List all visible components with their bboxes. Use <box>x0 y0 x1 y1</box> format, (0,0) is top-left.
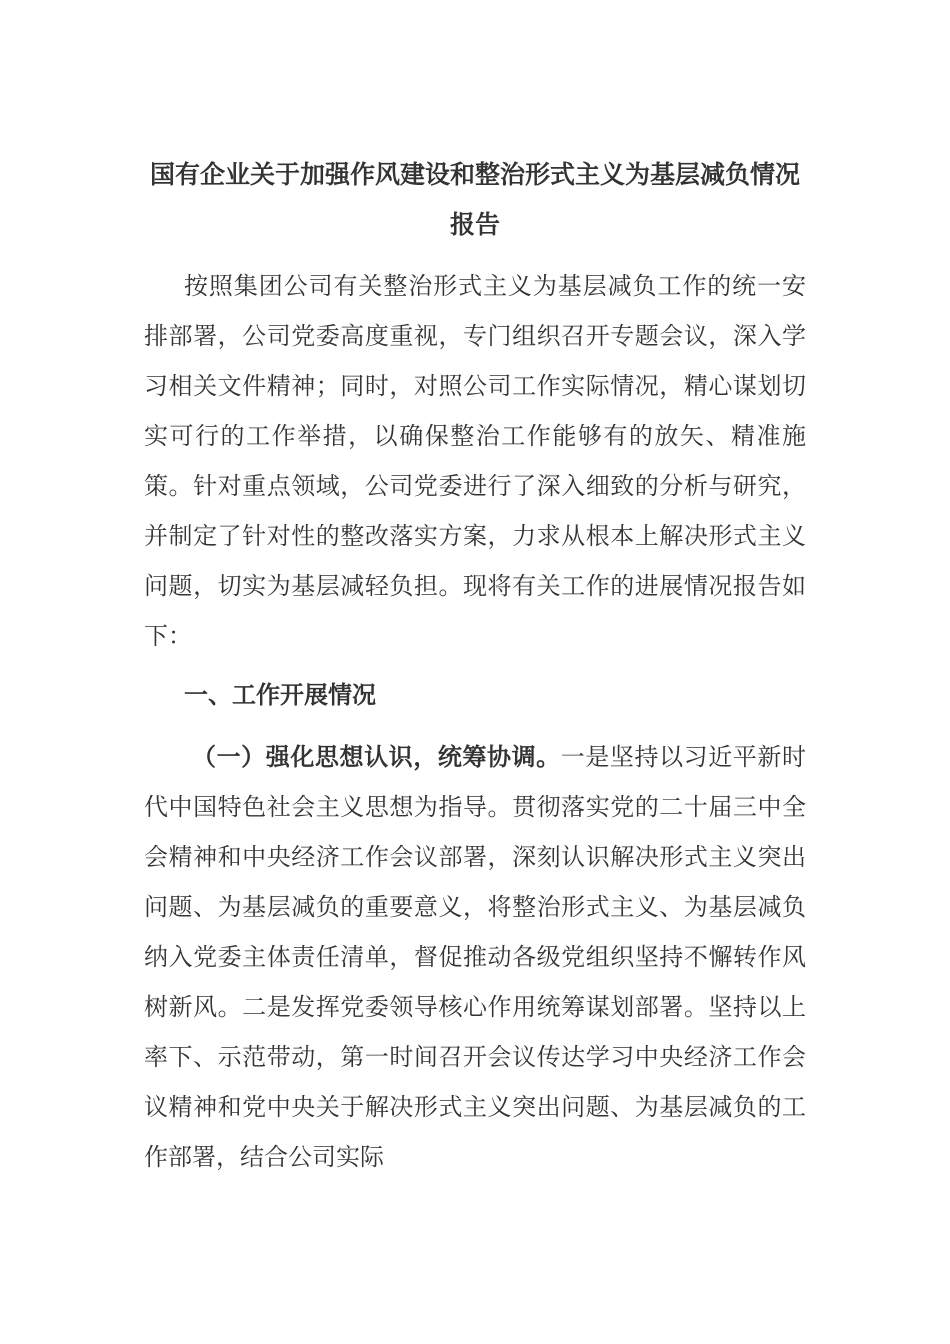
section-1-lead: （一）强化思想认识，统筹协调。 <box>192 743 561 771</box>
document-title: 国有企业关于加强作风建设和整治形式主义为基层减负情况报告 <box>149 160 800 239</box>
section-1-paragraph <box>144 732 806 1182</box>
section-heading-1: 一、工作开展情况 <box>184 681 376 709</box>
intro-paragraph: 按照集团公司有关整治形式主义为基层减负工作的统一安排部署，公司党委高度重视，专门组织召开专题会议，深入学习相关文件精神；同时，对照公司工作实际情况，精心谋划切实可行的工作举措，以确保整治工作能够有的放矢、精准施策。针对重点领域，公司党委进行了深入细致的分析与研究，并制定了针对性的整改落实方案，力求从根本上解决形式主义问题，切实为基层减轻负担。现将有关工作的进展情况报告如下： <box>144 272 806 650</box>
section-1-body: 一是坚持以习近平新时代中国特色社会主义思想为指导。贯彻落实党的二十届三中全会精神和中央经济工作会议部署，深刻认识解决形式主义突出问题、为基层减负的重要意义，将整治形式主义、为基层减负纳入党委主体责任清单，督促推动各级党组织坚持不懈转作风树新风。二是发挥党委领导核心作用统筹谋划部署。坚持以上率下、示范带动，第一时间召开会议传达学习中央经济工作会议精神和党中央关于解决形式主义突出问题、为基层减负的工作部署，结合公司实际 <box>144 743 806 1171</box>
